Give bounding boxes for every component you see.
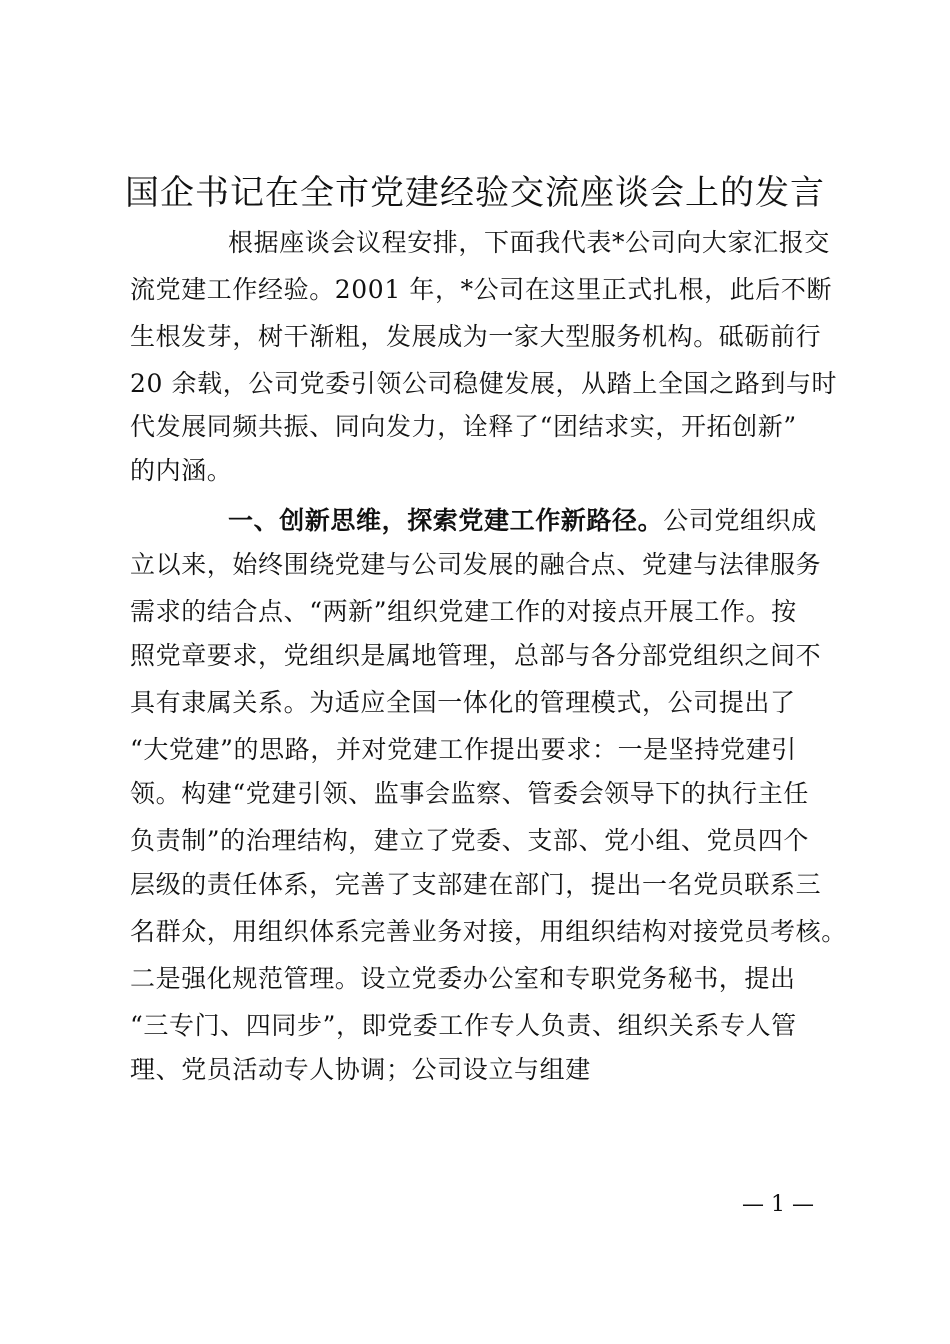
document-title: 国企书记在全市党建经验交流座谈会上的发言	[125, 173, 825, 213]
paragraph-line: 立以来，始终围绕党建与公司发展的融合点、党建与法律服务	[130, 550, 822, 579]
paragraph-line: 领。构建“党建引领、监事会监察、管委会领导下的执行主任	[130, 779, 809, 808]
paragraph-line: 具有隶属关系。为适应全国一体化的管理模式，公司提出了	[130, 688, 796, 717]
section-heading-rest: 公司党组织成	[663, 506, 817, 535]
paragraph-line: 理、党员活动专人协调；公司设立与组建	[130, 1055, 591, 1084]
paragraph-line: 根据座谈会议程安排，下面我代表*公司向大家汇报交	[228, 228, 830, 257]
paragraph-line: 二是强化规范管理。设立党委办公室和专职党务秘书，提出	[130, 964, 796, 993]
paragraph-line: 名群众，用组织体系完善业务对接，用组织结构对接党员考核。	[130, 917, 847, 946]
paragraph-line: 负责制”的治理结构，建立了党委、支部、党小组、党员四个	[130, 826, 809, 855]
paragraph-line: 层级的责任体系，完善了支部建在部门，提出一名党员联系三	[130, 870, 822, 899]
paragraph-line: 代发展同频共振、同向发力，诠释了“团结求实，开拓创新”	[130, 412, 797, 441]
section-first-line	[228, 504, 817, 538]
paragraph-line: “三专门、四同步”，即党委工作专人负责、组织关系专人管	[130, 1011, 797, 1040]
section-heading: 一、创新思维，探索党建工作新路径。	[228, 506, 664, 535]
paragraph-line: 的内涵。	[130, 456, 233, 485]
paragraph-line: 生根发芽，树干渐粗，发展成为一家大型服务机构。砥砺前行	[130, 322, 822, 351]
paragraph-line: “大党建”的思路，并对党建工作提出要求：一是坚持党建引	[130, 735, 797, 764]
paragraph-line: 照党章要求，党组织是属地管理，总部与各分部党组织之间不	[130, 641, 822, 670]
paragraph-line: 需求的结合点、“两新”组织党建工作的对接点开展工作。按	[130, 597, 797, 626]
paragraph-line: 流党建工作经验。2001 年，*公司在这里正式扎根，此后不断	[130, 275, 833, 304]
page-number: — 1 —	[742, 1192, 814, 1217]
paragraph-line: 20 余载，公司党委引领公司稳健发展，从踏上全国之路到与时	[130, 369, 838, 398]
